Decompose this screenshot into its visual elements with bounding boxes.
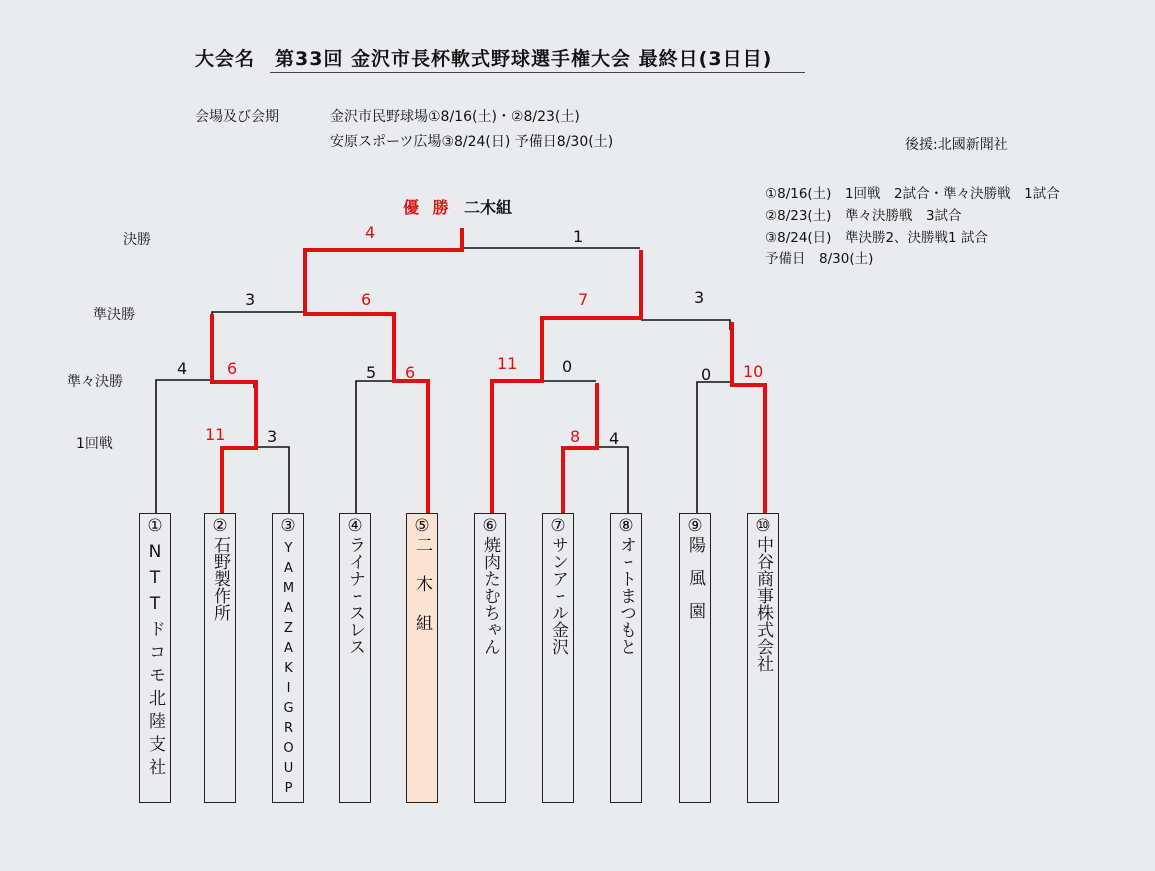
schedule-line-2: ②8/23(土) 準々決勝戦 3試合 bbox=[765, 208, 962, 224]
team-name-1: NTTドコモ北陸支社 bbox=[145, 542, 165, 781]
venue-line-2: 安原スポーツ広場③8/24(日) 予備日8/30(土) bbox=[330, 134, 614, 150]
schedule-line-1: ①8/16(土) 1回戦 2試合・準々決勝戦 1試合 bbox=[765, 186, 1060, 202]
score-qf4-right: 10 bbox=[743, 362, 764, 381]
round-label-final: 決勝 bbox=[123, 232, 151, 248]
line-team4 bbox=[356, 381, 392, 513]
line-team3 bbox=[256, 447, 289, 513]
team-name-8: オｰトまつもと bbox=[616, 536, 636, 655]
bracket-red-lines bbox=[212, 228, 765, 513]
line-team9 bbox=[697, 382, 732, 513]
score-qf3-right: 0 bbox=[562, 357, 573, 376]
score-final-right: 1 bbox=[573, 227, 584, 246]
team-box-6 bbox=[474, 513, 506, 803]
score-qf3-left: 11 bbox=[497, 354, 518, 373]
team-num-10: ⑩ bbox=[753, 516, 773, 536]
score-r1b-right: 4 bbox=[609, 429, 620, 448]
red-team2 bbox=[212, 314, 256, 513]
score-qf4-left: 0 bbox=[701, 365, 712, 384]
score-semi1-right: 6 bbox=[361, 290, 372, 309]
score-qf1-right: 6 bbox=[227, 359, 238, 378]
team-name-6: 焼肉たむちゃん bbox=[480, 536, 500, 655]
red-team7 bbox=[563, 383, 597, 513]
round-label-first: 1回戦 bbox=[76, 436, 113, 452]
team-name-2: 石野製作所 bbox=[210, 536, 230, 621]
score-qf2-left: 5 bbox=[366, 363, 377, 382]
champion-label: 優 勝 bbox=[403, 198, 453, 217]
venue-line-1: 金沢市民野球場①8/16(土)・②8/23(土) bbox=[330, 109, 580, 125]
team-box-7 bbox=[542, 513, 574, 803]
team-name-3: YAMAZAKIGROUP bbox=[281, 541, 296, 801]
team-box-10 bbox=[747, 513, 779, 803]
team-box-5 bbox=[406, 513, 438, 803]
team-name-10: 中谷商事株式会社 bbox=[753, 536, 773, 672]
team-num-6: ⑥ bbox=[480, 516, 500, 536]
team-name-5: 二木組 bbox=[412, 536, 432, 653]
team-num-4: ④ bbox=[345, 516, 365, 536]
line-semi2-right bbox=[641, 320, 730, 330]
team-num-7: ⑦ bbox=[548, 516, 568, 536]
score-semi2-left: 7 bbox=[578, 290, 589, 309]
team-box-8 bbox=[610, 513, 642, 803]
team-num-1: ① bbox=[145, 516, 165, 542]
red-team10 bbox=[732, 322, 765, 513]
sponsor: 後援:北國新聞社 bbox=[905, 137, 1008, 153]
team-num-5: ⑤ bbox=[412, 516, 432, 536]
schedule-line-3: ③8/24(日) 準決勝2、決勝戦1 試合 bbox=[765, 230, 988, 246]
score-r1b-left: 8 bbox=[570, 427, 581, 446]
team-box-9 bbox=[679, 513, 711, 803]
round-label-quarter: 準々決勝 bbox=[67, 374, 123, 390]
score-semi1-left: 3 bbox=[245, 290, 256, 309]
page-title: 大会名 第33回 金沢市長杯軟式野球選手権大会 最終日(3日目) bbox=[195, 48, 773, 70]
score-semi2-right: 3 bbox=[694, 288, 705, 307]
team-name-4: ライナｰスレス bbox=[345, 536, 365, 655]
line-team1 bbox=[156, 380, 212, 513]
team-num-2: ② bbox=[210, 516, 230, 536]
score-qf2-right: 6 bbox=[405, 363, 416, 382]
line-semi1-left bbox=[212, 312, 305, 315]
score-final-left: 4 bbox=[365, 223, 376, 242]
team-box-1 bbox=[139, 513, 171, 803]
schedule-line-4: 予備日 8/30(土) bbox=[765, 251, 874, 267]
team-box-3 bbox=[272, 513, 304, 803]
team-box-2 bbox=[204, 513, 236, 803]
champion-team: 二木組 bbox=[464, 198, 513, 217]
score-r1a-left: 11 bbox=[205, 425, 226, 444]
team-box-4 bbox=[339, 513, 371, 803]
team-num-9: ⑨ bbox=[685, 516, 705, 536]
team-name-7: サンアｰル金沢 bbox=[548, 536, 568, 655]
red-team5 bbox=[305, 228, 462, 513]
line-team8 bbox=[597, 447, 628, 513]
score-r1a-right: 3 bbox=[267, 427, 278, 446]
score-qf1-left: 4 bbox=[177, 359, 188, 378]
venue-label: 会場及び会期 bbox=[195, 109, 279, 125]
team-name-9: 陽風園 bbox=[685, 536, 705, 635]
team-num-3: ③ bbox=[278, 516, 298, 541]
team-num-8: ⑧ bbox=[616, 516, 636, 536]
round-label-semi: 準決勝 bbox=[93, 307, 135, 323]
